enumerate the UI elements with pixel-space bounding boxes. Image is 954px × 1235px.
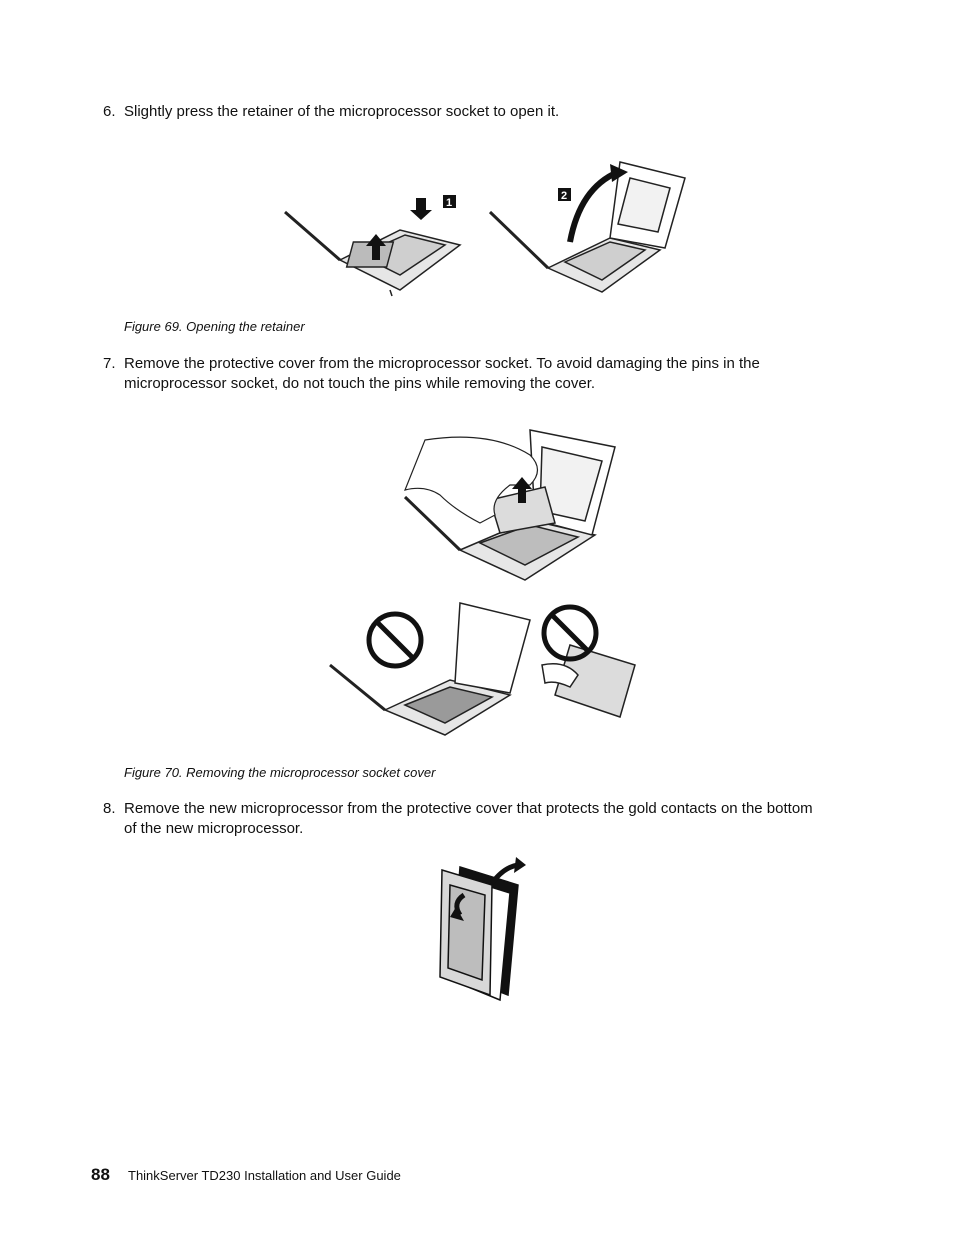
- step-text: Slightly press the retainer of the microprocessor socket to open it.: [124, 103, 560, 120]
- arrow-head-icon: [514, 857, 526, 873]
- socket-open-illustration: [490, 162, 685, 292]
- socket-pins-illustration: [330, 603, 530, 735]
- step-number: 8.: [103, 800, 116, 817]
- callout-2-label: 2: [561, 190, 568, 202]
- figure-69-caption: Figure 69. Opening the retainer: [124, 319, 305, 334]
- prohibited-icon: [369, 614, 421, 666]
- microprocessor-cover-illustration: [430, 855, 540, 1005]
- page-number: 88: [91, 1165, 110, 1184]
- document-title: ThinkServer TD230 Installation and User Guide: [128, 1168, 401, 1183]
- figure-69-illustration: [280, 150, 700, 300]
- figure-70-illustration: [330, 425, 650, 745]
- figure-70-caption: Figure 70. Removing the microprocessor socket cover: [124, 765, 436, 780]
- step-text: Remove the new microprocessor from the protective cover that protects the gold contacts on the bottom of the new microprocessor.: [124, 800, 813, 837]
- callout-1-label: 1: [446, 197, 453, 209]
- step-text: Remove the protective cover from the microprocessor socket. To avoid damaging the pins in the microprocessor socket, do not touch the pins while removing the cover.: [124, 355, 760, 392]
- arrow-down-icon: [410, 198, 432, 220]
- step-number: 7.: [103, 355, 116, 372]
- step-number: 6.: [103, 103, 116, 120]
